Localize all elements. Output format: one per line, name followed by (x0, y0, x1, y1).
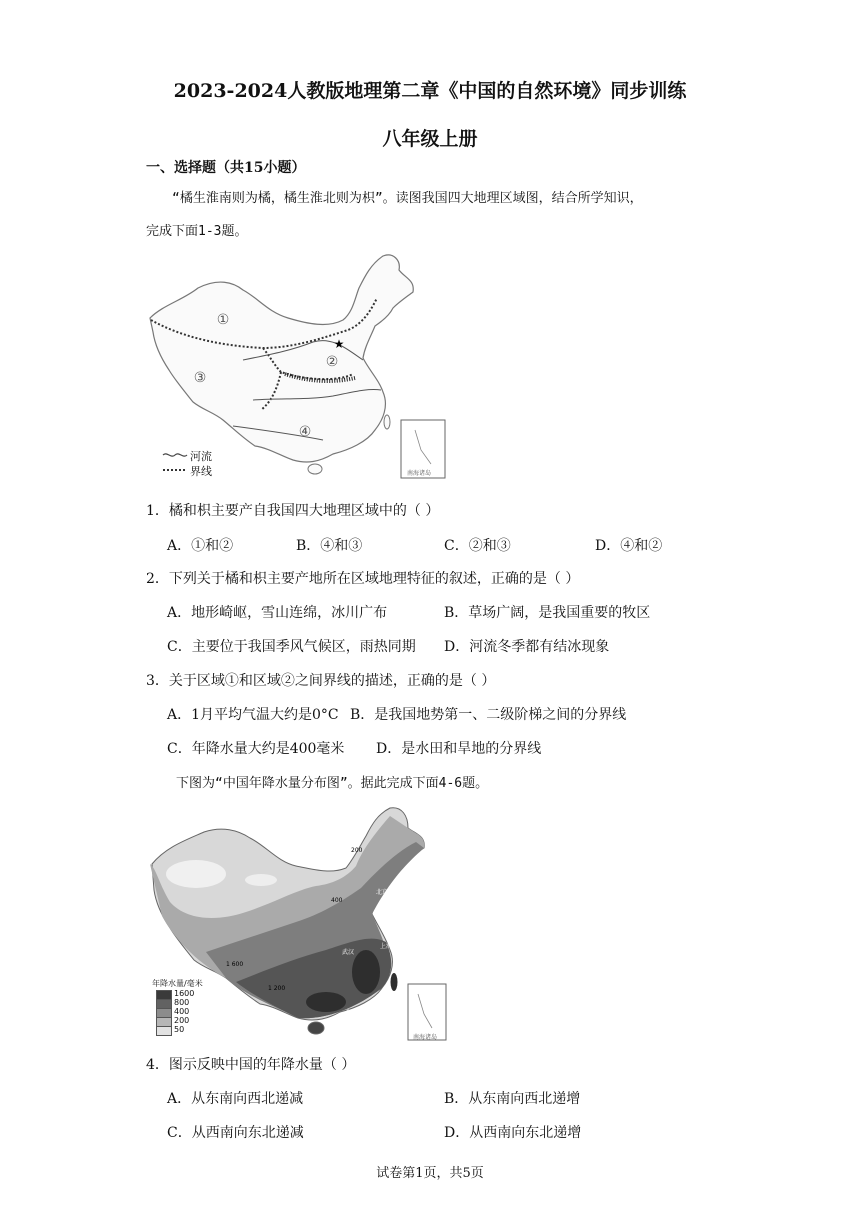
q1-option-b[interactable]: B．④和③ (296, 538, 363, 554)
question-1-num: 1． (146, 503, 169, 519)
question-3 (146, 670, 495, 690)
q2-option-d[interactable]: D．河流冬季都有结冰现象 (444, 639, 610, 655)
precip-legend-title: 年降水量/毫米 (152, 979, 203, 988)
q1-option-c[interactable]: C．②和③ (444, 538, 511, 554)
question-4-text: 图示反映中国的年降水量（ ） (168, 1057, 356, 1073)
q3-option-b[interactable]: B．是我国地势第一、二级阶梯之间的分界线 (350, 707, 627, 723)
question-2 (146, 568, 579, 588)
section-heading: 一、选择题（共15小题） (146, 160, 306, 176)
q4-option-a[interactable]: A．从东南向西北递减 (167, 1091, 304, 1107)
question-2-num: 2． (146, 571, 169, 587)
china-outline (150, 255, 413, 462)
question-1 (146, 500, 439, 520)
region-label-2: ② (325, 354, 339, 370)
legend-boundary-label: 界线 (190, 465, 212, 478)
q1-option-d[interactable]: D．④和② (595, 538, 663, 554)
region-label-1: ① (216, 312, 230, 328)
city-shanghai: 上海 (380, 943, 393, 950)
q4-option-b[interactable]: B．从东南向西北递增 (444, 1091, 581, 1107)
q1-option-a[interactable]: A．①和② (167, 538, 234, 554)
precip-inset-label: 南海诸岛 (413, 1034, 438, 1041)
intro-2: 下图为“中国年降水量分布图”。据此完成下面4-6题。 (176, 776, 489, 791)
legend-river-label: 河流 (190, 450, 212, 463)
intro-line-2: 完成下面1-3题。 (146, 224, 248, 239)
legend-river-symbol (163, 454, 187, 456)
inset-label: 南海诸岛 (407, 470, 432, 477)
region-label-4: ④ (298, 424, 312, 440)
legend-swatch-50 (156, 1026, 172, 1036)
legend-label-400: 400 (174, 1007, 190, 1016)
page-title: 2023-2024人教版地理第二章《中国的自然环境》同步训练 (173, 80, 687, 102)
legend-label-200: 200 (174, 1016, 190, 1025)
precipitation-map (146, 802, 448, 1042)
svg-text:1 200: 1 200 (268, 985, 286, 992)
city-wuhan: 武汉 (342, 949, 355, 956)
q4-option-d[interactable]: D．从西南向东北递增 (444, 1125, 582, 1141)
q3-option-a[interactable]: A．1月平均气温大约是0°C (167, 707, 339, 723)
q2-option-a[interactable]: A．地形崎岖，雪山连绵，冰川广布 (167, 605, 388, 621)
svg-text:200: 200 (351, 847, 363, 854)
legend-label-800: 800 (174, 998, 190, 1007)
question-1-text: 橘和枳主要产自我国四大地理区域中的（ ） (168, 503, 440, 519)
q3-option-d[interactable]: D．是水田和旱地的分界线 (376, 741, 542, 757)
svg-text:400: 400 (331, 897, 343, 904)
question-4-num: 4． (146, 1057, 169, 1073)
city-beijing: 北京 (376, 889, 389, 896)
question-2-text: 下列关于橘和枳主要产地所在区域地理特征的叙述，正确的是（ ） (168, 571, 580, 587)
question-3-num: 3． (146, 673, 169, 689)
q3-option-c[interactable]: C．年降水量大约是400毫米 (167, 741, 345, 757)
legend-label-1600: 1600 (174, 989, 195, 998)
legend-label-50: 50 (174, 1025, 185, 1034)
four-regions-map (143, 250, 448, 482)
svg-text:600: 600 (346, 1009, 358, 1016)
question-3-text: 关于区域①和区域②之间界线的描述，正确的是（ ） (168, 673, 496, 689)
q2-option-c[interactable]: C．主要位于我国季风气候区，雨热同期 (167, 639, 416, 655)
question-4 (146, 1054, 355, 1074)
svg-text:1 600: 1 600 (226, 961, 244, 968)
page-subtitle: 八年级上册 (382, 128, 478, 150)
page-footer: 试卷第1页，共5页 (376, 1166, 484, 1181)
q2-option-b[interactable]: B．草场广阔，是我国重要的牧区 (444, 605, 651, 621)
q4-option-c[interactable]: C．从西南向东北递减 (167, 1125, 304, 1141)
region-label-3: ③ (193, 370, 207, 386)
intro-line-1: “橘生淮南则为橘，橘生淮北则为枳”。读图我国四大地理区域图，结合所学知识， (172, 191, 643, 206)
svg-text:★: ★ (333, 337, 345, 351)
